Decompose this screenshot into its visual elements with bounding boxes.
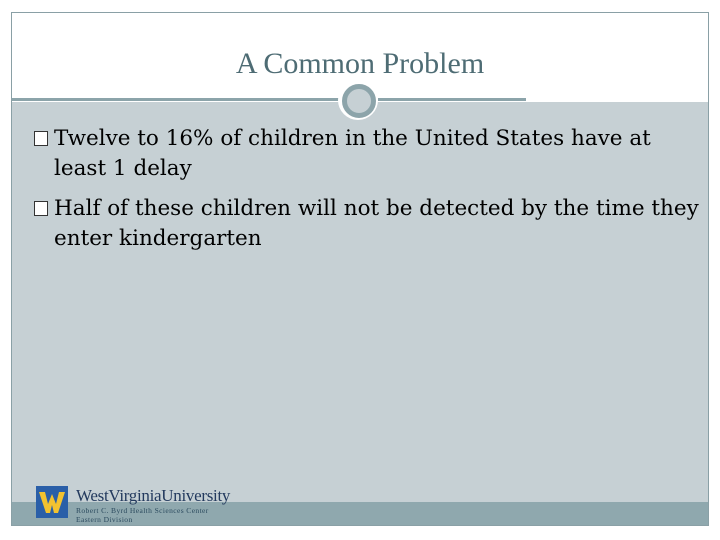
logo-wordmark: WestVirginiaUniversity	[76, 486, 231, 505]
logo-subtitle-line1: Robert C. Byrd Health Sciences Center	[76, 506, 209, 515]
ring-ornament-inner	[342, 84, 376, 118]
title-divider-left	[12, 98, 342, 101]
bullet-item	[34, 124, 702, 184]
logo-subtitle-line2: Eastern Division	[76, 515, 133, 524]
title-divider-right	[378, 98, 526, 101]
bullet-text: Twelve to 16% of children in the United States have at least 1 delay	[54, 126, 651, 181]
missing-glyph-box-icon	[34, 131, 48, 146]
wv-flying-wv-icon	[36, 486, 68, 518]
missing-glyph-box-icon	[34, 201, 48, 216]
bullet-list	[34, 124, 702, 264]
bullet-text: Half of these children will not be detected by the time they enter kindergarten	[54, 196, 699, 251]
logo-subtitle	[76, 506, 209, 524]
slide-title: A Common Problem	[235, 47, 485, 80]
bullet-item	[34, 194, 702, 254]
wvu-logo	[36, 484, 286, 524]
